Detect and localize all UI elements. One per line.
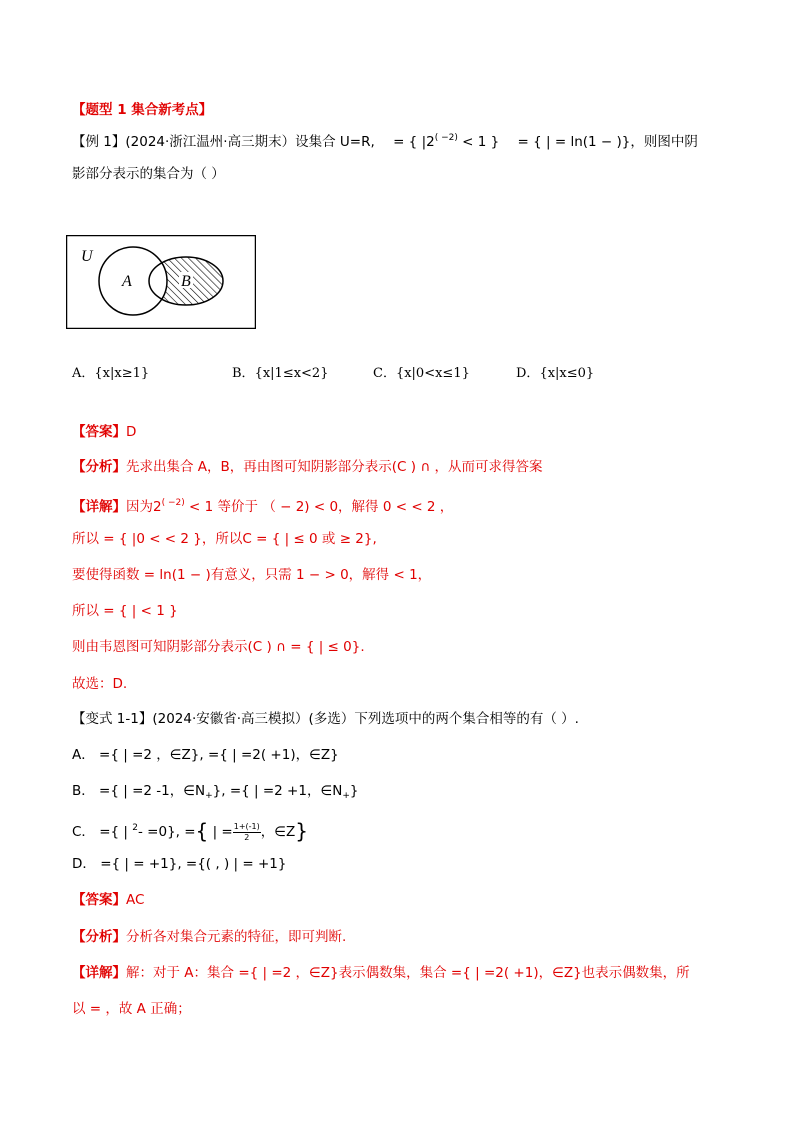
example-question-line-1 bbox=[72, 128, 698, 152]
variant-option-a: A． ={ | =2 ，∈Z}, ={ | =2( +1)，∈Z} bbox=[72, 747, 339, 763]
set-a-open: = { bbox=[393, 134, 418, 150]
example-tag: 【例 1】 bbox=[72, 134, 126, 150]
label-a: A bbox=[122, 273, 132, 290]
answer-2: 【答案】AC bbox=[72, 892, 145, 908]
detail-1-line-3: 要使得函数 = ln(1 − )有意义，只需 1 − > 0，解得 < 1， bbox=[72, 567, 432, 583]
venn-diagram bbox=[66, 235, 256, 329]
set-a-circle bbox=[99, 247, 167, 315]
option-c: C．{x|0<x≤1} bbox=[373, 366, 470, 381]
section-title: 【题型 1 集合新考点】 bbox=[72, 102, 213, 118]
example-question-line-2: 影部分表示的集合为（ ） bbox=[72, 166, 225, 182]
universal-set-box bbox=[67, 236, 256, 329]
set-a-expr: |2 bbox=[421, 134, 435, 150]
option-b: B．{x|1≤x<2} bbox=[232, 366, 329, 381]
detail-2-line-1: 【详解】解：对于 A：集合 ={ | =2 ，∈Z}表示偶数集，集合 ={ | =2( +1)，∈Z}也表示偶数集，所 bbox=[72, 965, 690, 981]
detail-1-line-4: 所以 = { | < 1 } bbox=[72, 603, 178, 619]
fraction: $\frac{1+(-1)}{2}$ bbox=[233, 821, 260, 842]
variant-option-c: C． ={ | $^2$- =0}, ={ | = $\frac{1+(-1)}{2}$ ，∈Z} bbox=[72, 819, 308, 843]
variant-option-b: B． ={ | =2 -1，$\in N_+$}, ={ | =2 +1，$\in N_+$} bbox=[72, 783, 359, 801]
option-d: D．{x|x≤0} bbox=[516, 366, 595, 381]
detail-1-line-2: 所以 = { |0 < < 2 }，所以C = { | ≤ 0 或 ≥ 2}, bbox=[72, 531, 377, 547]
variant-option-d: D． ={ | = +1}, ={( , ) | = +1} bbox=[72, 856, 287, 872]
detail-1-line-1: 【详解】因为$2^{( -2)} < 1$ 等价于 （ − 2) < 0，解得 0 < < 2 ， bbox=[72, 498, 454, 515]
detail-1-line-6: 故选：D. bbox=[72, 676, 128, 692]
answer-1: 【答案】D bbox=[72, 424, 137, 440]
example-source: (2024·浙江温州·高三期末）设集合 U=R, bbox=[125, 134, 375, 150]
analysis-1: 【分析】先求出集合 A，B，再由图可知阴影部分表示(C ) ∩ ，从而可求得答案 bbox=[72, 459, 543, 475]
label-b: B bbox=[181, 273, 191, 290]
set-a-exponent: ( −2) bbox=[434, 133, 458, 143]
set-a-rest: < 1 } bbox=[462, 134, 500, 150]
label-u: U bbox=[81, 248, 93, 265]
detail-1-line-5: 则由韦恩图可知阴影部分表示(C ) ∩ = { | ≤ 0}. bbox=[72, 639, 365, 655]
detail-2-line-2: 以 = ，故 A 正确； bbox=[72, 1001, 191, 1017]
option-a: A．{x|x≥1} bbox=[72, 366, 150, 381]
variant-question: 【变式 1-1】(2024·安徽省·高三模拟）(多选）下列选项中的两个集合相等的有（ ）. bbox=[72, 711, 579, 727]
analysis-2: 【分析】分析各对集合元素的特征，即可判断. bbox=[72, 929, 347, 945]
set-b-definition: = { | = ln(1 − )}，则图中阴 bbox=[517, 134, 698, 150]
